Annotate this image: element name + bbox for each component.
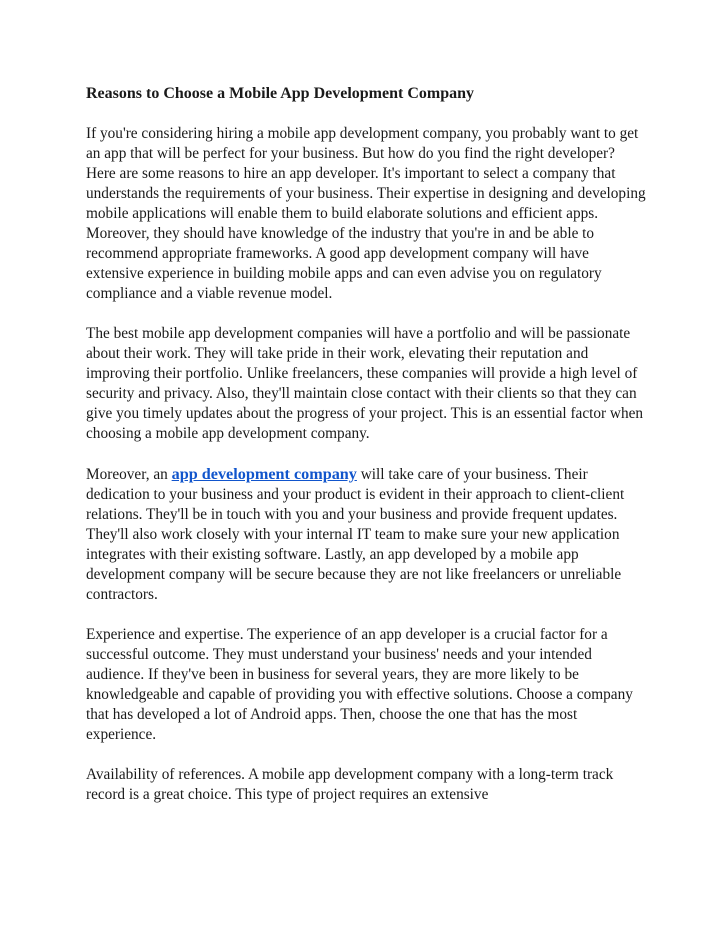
- paragraph-intro: If you're considering hiring a mobile app development company, you probably want to get an app that will be perfect for your business. But how do you find the right developer? Here are some reasons to hire an app developer. It's important to select a company that understands the requirements of your business. Their expertise in designing and developing mobile applications will enable them to build elaborate solutions and efficient apps. Moreover, they should have knowledge of the industry that you're in and be able to recommend appropriate frameworks. A good app development company will have extensive experience in building mobile apps and can even advise you on regulatory compliance and a viable revenue model.: [86, 125, 646, 302]
- document-page: [86, 84, 646, 825]
- paragraph-moreover-lead: Moreover, an: [86, 466, 172, 483]
- paragraph-experience: Experience and expertise. The experience of an app developer is a crucial factor for a successful outcome. They must understand your business' needs and your intended audience. If they've been in business for several years, they are more likely to be knowledgeable and capable of providing you with effective solutions. Choose a company that has developed a lot of Android apps. Then, choose the one that has the most experience.: [86, 626, 633, 743]
- document-title: Reasons to Choose a Mobile App Development Company: [86, 85, 475, 102]
- paragraph-moreover: [86, 464, 646, 605]
- app-development-company-link[interactable]: app development company: [171, 465, 357, 483]
- paragraph-moreover-rest: will take care of your business. Their dedication to your business and your product is evident in their approach to client-client relations. They'll be in touch with you and your business and provide frequent updates. They'll also work closely with your internal IT team to make sure your new application integrates with their existing software. Lastly, an app developed by a mobile app development company will be secure because they are not like freelancers or unreliable contractors.: [86, 466, 625, 603]
- paragraph-references: Availability of references. A mobile app development company with a long-term track record is a great choice. This type of project requires an extensive: [86, 766, 614, 803]
- paragraph-portfolio: The best mobile app development companies will have a portfolio and will be passionate about their work. They will take pride in their work, elevating their reputation and improving their portfolio. Unlike freelancers, these companies will provide a high level of security and privacy. Also, they'll maintain close contact with their clients so that they can give you timely updates about the progress of your project. This is an essential factor when choosing a mobile app development company.: [86, 325, 644, 442]
